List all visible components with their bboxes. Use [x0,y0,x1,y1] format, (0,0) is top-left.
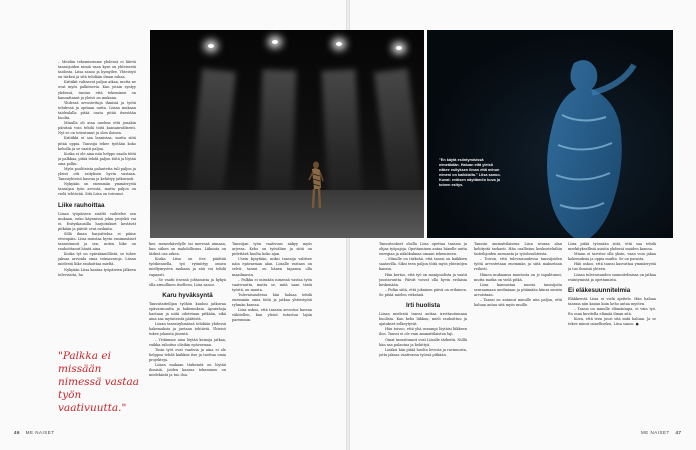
paragraph: Tanssijan työn vaativuus näkyy myös arjessa. Keho on työväline ja siitä on pidettävä huolta koko ajan. [232,242,312,257]
spotlight-icon [272,40,278,44]
paragraph: Nykyään Liisa kantaa työpäivien jälkeen televisiota, ha [58,267,136,277]
paragraph: Tosin työt ovat vaativia ja aina ei ole helppoa tehdä kaikkea itse ja tuottaa omia projekteja. [149,347,226,362]
section-heading: Ei eläkesuunnitelmia [568,286,631,294]
paragraph: Liisa pitää työssään siitä, että saa tehdä merkityksellisiä asioita yhdessä muiden kanssa. [568,242,656,252]
page-number: 47 [675,430,682,435]
dancer-figure-icon [305,160,325,210]
paragraph: Hän kertoo, että työ on monipuolista ja vaatii joustavuutta. Päivät voivat olla hyvin erilaisia keskenään. [379,272,467,287]
paragraph: – Palkka ei missään nimessä vastaa työn vaativuutta, mutta se, mitä saan tästä työstä, on muuta. [232,277,312,292]
paragraph: Kritiikit valtaavat paljon aikaa, mutta ne ovat myös palkitsevia. Kun jotain syntyy yhdessä, tuntuu että tekeminen on kannattanut ja yleisö on mukana. [58,80,136,100]
paragraph: Myös pooliteista palautetta tuli paljon ja yleisö otti esityksen hyvin vastaan. Tanssiyhteisö kasvaa ja kehittyy jatkuvasti. [58,166,136,182]
paragraph: Usein kysytään, miksi tanssija valitsee näin epävarman alan. Liisalle vastaus on selvä: tanssi on hänen tapansa olla maailmassa. [232,257,312,277]
paragraph: – Toivon, että tulevaisuudessa tanssijoiden työtä arvostetaan enemmän ja siitä maksetaan reilusti. [474,257,562,272]
paragraph: – Yritämme aina löytää keinoja jatkaa, vaikka rahoitus olisikin epävarmaa. [149,337,226,347]
paragraph: Omat tanssitunnit ovat Liisalle tärkeitä. Niillä hän saa palautua ja kehittyä. [379,337,467,347]
text-column-3 [232,242,312,427]
paragraph: Koska Liisa on itse päättää työskennella, työ rytmittyy omien mieltymysten mukaan ja sitä voi tehdä vapaasti. [149,257,226,277]
paragraph: Tanssitaiteilijan työhön kuuluu jatkuvaa epävarmuutta ja hakemuksia. Apurahoja haetaan ja niitä odotetaan pitkään, eikä aina saa myönteistä päätöstä. [149,301,226,322]
text-column-5 [474,242,562,427]
paragraph: – Minulle on tärkeää, että tanssi on kaikkien saatavilla. Siksi teen paljon töitä myös yhteisöjen kanssa. [379,257,467,272]
spotlight-beam [258,69,297,205]
paragraph: Liisan mielestä tanssi auttaa irrottautumaan huolista. Kun keho liikkuu, mieli rauhoittuu ja ajatukset selkeytyvät. [379,312,467,327]
paragraph: – Tanssi on minulle elämäntapa, ei vain työ. En osaa kuvitella elämää ilman sitä. [568,306,656,317]
paragraph: Liisan tulevaisuuden suunnitelmissa on jatkaa esiintymistä ja opettamista. [568,272,656,282]
spotlight-icon [336,42,342,46]
paragraph: – Tanssi on antanut minulle niin paljon, että haluan antaa sitä myös muille. [474,298,562,308]
stage-photo [150,30,424,238]
paragraph: Tanssin ammattilaisena Liisa seuraa alan kehitystä tarkasti. Hän osallistuu keskusteluihin taiteilijoiden asemasta ja työolosuhteista. [474,242,562,257]
stage-floor [150,190,424,238]
dancer-silhouette-icon [522,55,642,238]
paragraph: Koen, että teen juuri sitä mitä haluan. Ja se tekee minut onnelliseksi, Liisa sanoo. ● [568,317,656,327]
text-column-6 [568,242,656,427]
paragraph: Lisäksi hän pitää huolta levosta ja ravinnosta, jotta jaksaa vaativassa työssä pitkään. [379,347,467,357]
magazine-name: ME NAISET [641,430,670,435]
spotlight-beam [374,68,424,206]
text-column-4 [379,242,467,427]
paragraph: Tulevaisuudessa hän haluaa tehdä enemmän omia töitä ja jatkaa yhteistyötä ryhmän kanssa. [232,292,312,308]
page-number: 46 [14,430,21,435]
paragraph: – Meidän tekemisemme yhdessä ei liitetä tanssijoiden nimiä vaan kyse on yhteisestä taidosta. Liisa sanoo ja hymyilee. Yhteistyö on tärkeä ja sitä tehdään ilman rahaa. [58,60,136,80]
magazine-name: ME NAISET [25,430,55,435]
left-folio [14,430,55,435]
spotlight-icon [208,44,214,48]
paragraph: Kritiikki ei saa lannistaa, mutta siitä pitää oppia. Tanssija tekee työtään koko keholla ja se vaatii paljon. [58,136,136,151]
paragraph: – Pidän siitä, että jokainen päivä on erilainen. Se pitää mielen virkeänä. [379,287,467,297]
paragraph: Minulla oli aina unelma että jonakin päivänä voin tehdä töitä kansainvälisesti. Nyt se on toteutunut ja olen iloinen. [58,121,136,136]
paragraph: Nykyään on enemmän ymmärrystä tanssijan työn arvosta, mutta paljon on vielä tehtävää. Sitä Liisa on toivonut. [58,182,136,197]
dancer-portrait-photo [427,30,673,238]
paragraph: Hänen mukaansa muutosta on jo tapahtunut, mutta matka on vielä pitkä. [474,272,562,282]
paragraph: – Se vaatii itsensä johtamista ja kykyä olla armollinen itselleen, Liisa sanoo. [149,277,226,287]
paragraph: Minun ei tarvitse olla yksin, vaan voin jakaa kokemuksia ja oppia muilta. Se on parasta. [568,252,656,262]
section-heading: Liike rauhoittaa [58,201,105,209]
section-heading: Irti huolista [406,302,440,310]
paragraph: Hän uskoo, että tanssi kasvattaa ymmärrystä ja tuo ihmisiä yhteen. [568,262,656,272]
right-folio [641,430,681,435]
photo-caption: "En käytä esiintymisissä nimeäkään. Haluan että yleisö näkee esityksen ilman että minun nimeni on kaikkialla." Liisa sanoo. Kuvat: eväisen näyttämön kuva ja toinen esitys. [439,158,501,187]
paragraph: Yhdessä arvostettuja ihmisiä ja työtä tehdessä ja opitaan uutta. Liisan mukaan taidealalla pitää osata pitää itsestään huolta. [58,100,136,121]
paragraph: Koska tyt on epäsäännöllistä, se tuhee jaksaa arvioida omia voimavaroja. Liisan mielestä liike rauhoittaa mieltä. [58,252,136,267]
text-column-2 [149,242,226,427]
spotlight-beam [321,69,362,206]
paragraph: Liisa uskoo, että tanssin arvostus kasvaa vähitellen, kun yleisö tutustuu lajiin paremmin. [232,308,312,323]
section-heading: Karu hyväksyntä [162,291,213,299]
paragraph: Hän toivoo, että yhä useampi löytäisi liikkeen ilon. Tanssi ei ole vain ammattilaisten laji. [379,327,467,337]
spotlight-beam [188,69,236,207]
paragraph: Koska ei ole aina niin helppo saada töitä ja palkkaa, pitää tehdä paljon töitä ja löytää oma polku. [58,151,136,166]
pull-quote: "Palkka ei missään nimessä vastaa työn vaativuutta." [58,350,139,414]
paragraph: kee, meneekävelylle tai meressä uimaan, kun siihen on mahdollisuus. Liikunta on tärkeä osa arkea. [149,242,226,257]
paragraph: Liisa kannustaa nuoria tanssijoita seuraamaan unelmiaan ja pitämään kiinni omista arvoistaan. [474,282,562,297]
paragraph: Tanssiteokset ohella Liisa opettaa tanssia ja ohjaa työpajoja. Opettaminen antaa hänelle uutta energiaa ja näkökulmaa omaan tekemiseen. [379,242,467,257]
paragraph: Liisan tanssiryhmässä tehdään yhdessä hakemuksia ja jaetaan tehtäviä. Yhteisö tukee jokaista jäsentä. [149,322,226,337]
paragraph: Eläkkeestä Liisa ei vielä ajattele. Hän haluaa tanssia niin kauan kuin keho antaa myöten. [568,296,656,306]
paragraph: Sillä ilman harjoittelua ei pääse eteenpäin. Liisa muistaa hyvin ensimmäiset tanssitunnit ja sen, miten liike on rauhoittanut häntä aina. [58,231,136,252]
paragraph: Liisan mukaan tärkeintä on löytää ihmisiä, joiden kanssa tekeminen on mielekästä ja tuo iloa. [149,362,226,378]
spotlight-icon [396,46,402,50]
paragraph: Liisan työpäivien sisältö vaihtelee sen mukaan, onko käynnissä jokin projekti vai ei. Esityskausilla harjoitukset kestävät pitkään ja päivät ovat raskaita. [58,211,136,231]
